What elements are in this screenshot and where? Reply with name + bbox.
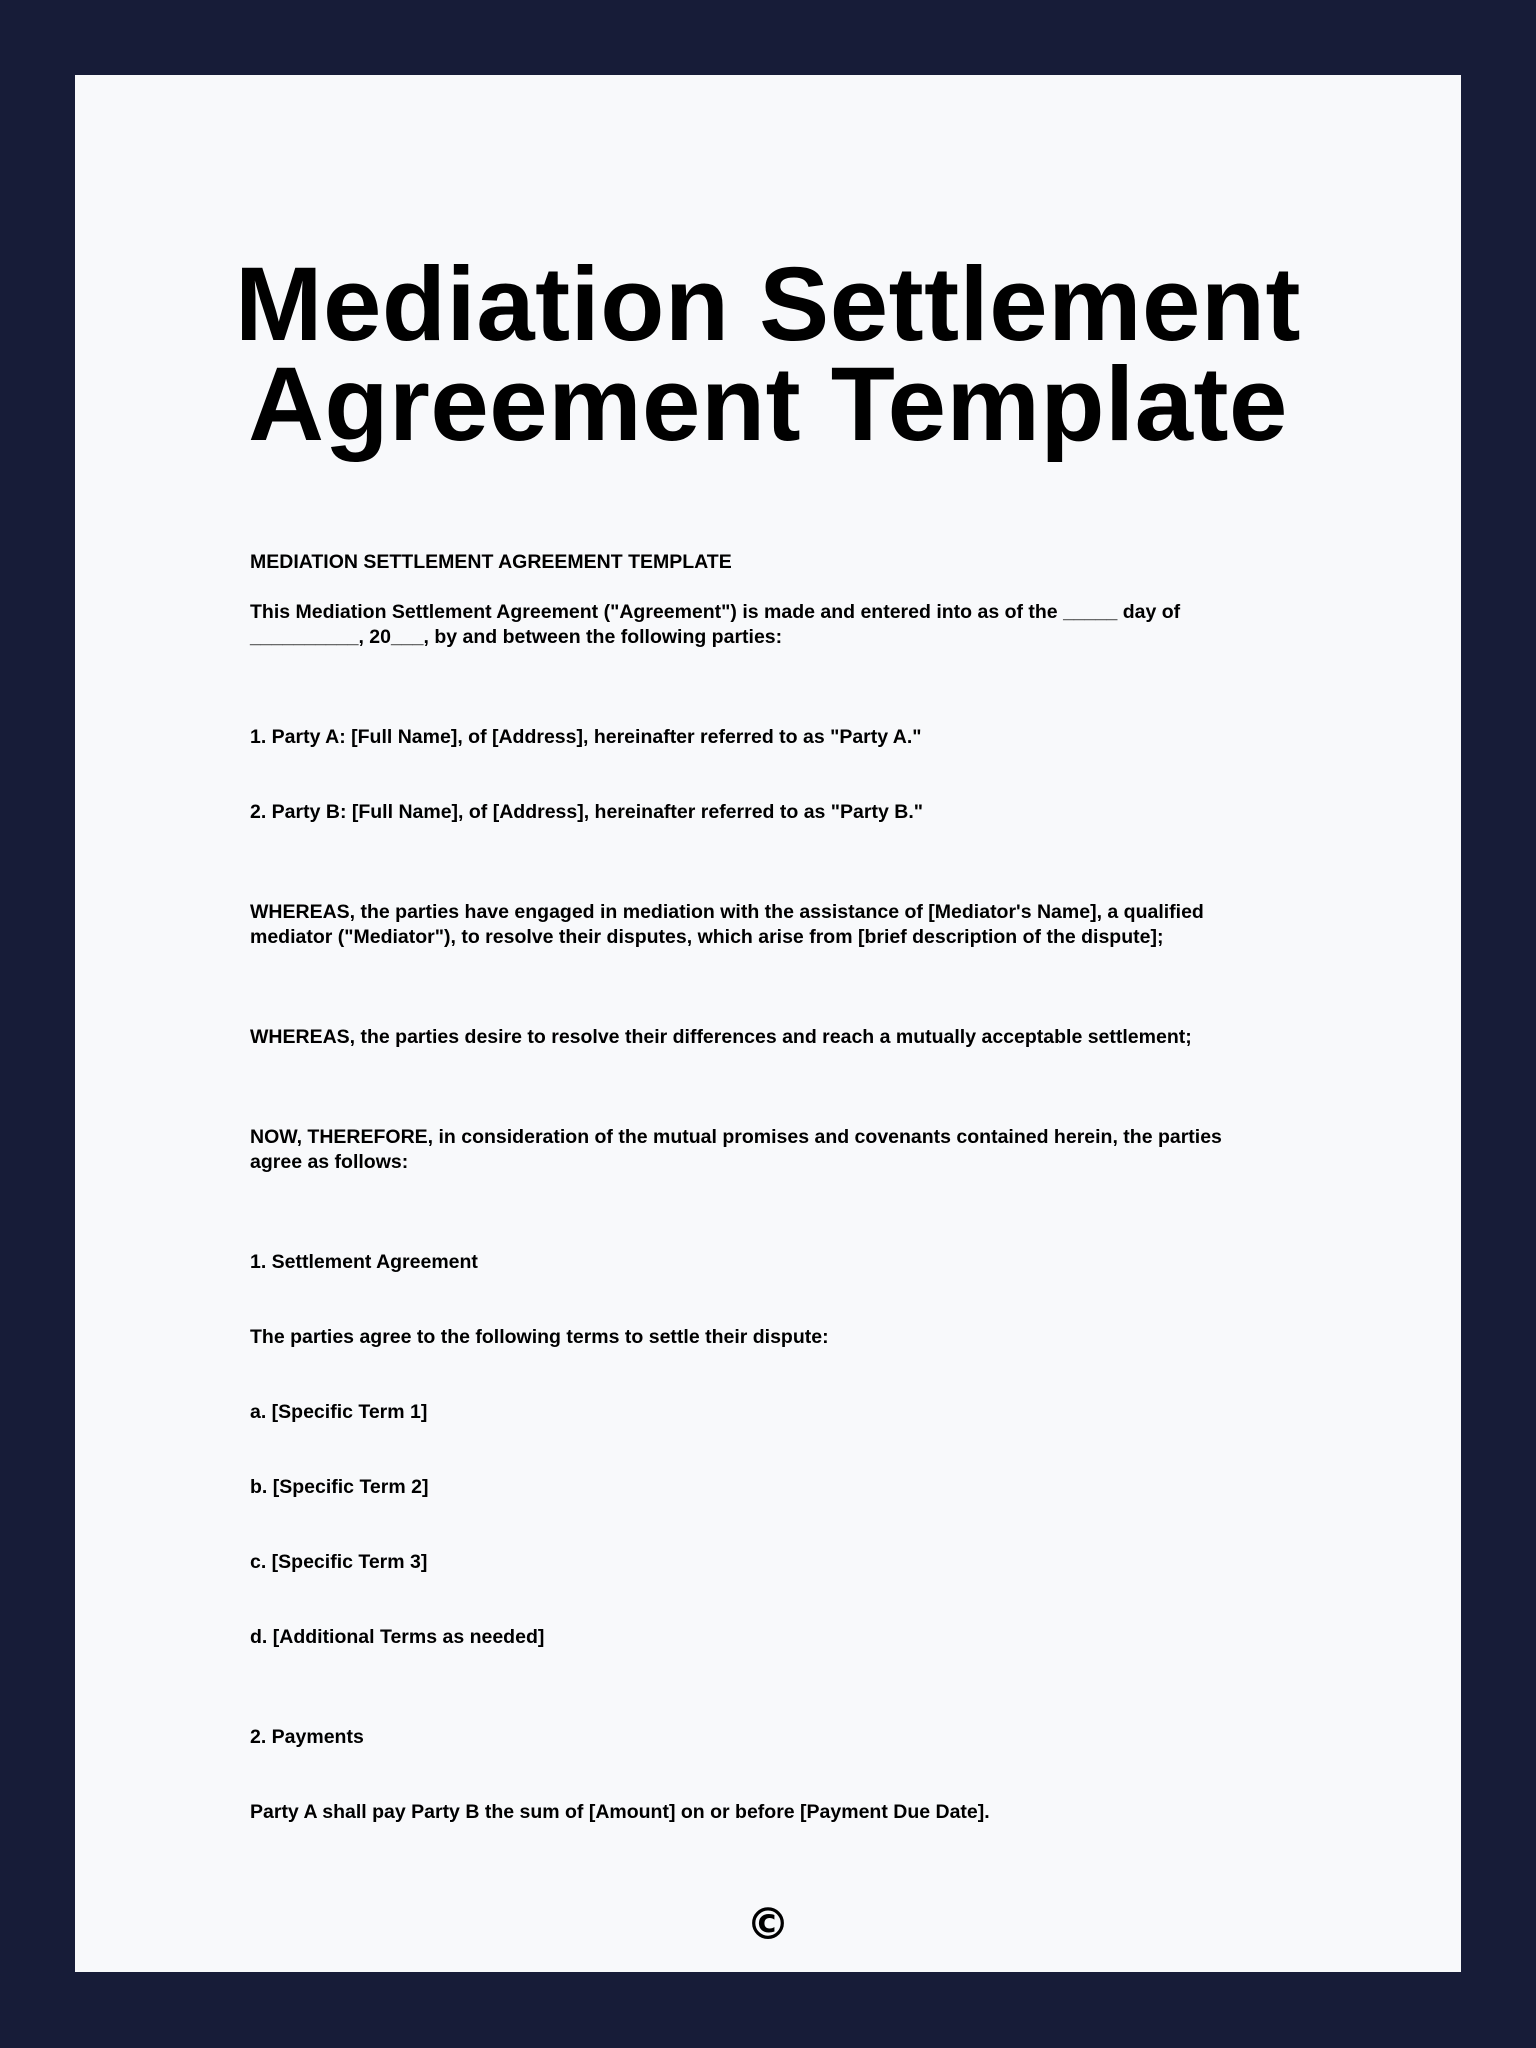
section-1-heading: 1. Settlement Agreement (250, 1251, 478, 1273)
section-1-intro: The parties agree to the following terms to settle their dispute: (250, 1326, 829, 1348)
whereas-1-line-1: WHEREAS, the parties have engaged in mediation with the assistance of [Mediator's Name], a qualified (250, 901, 1204, 923)
document-body (250, 550, 1290, 1825)
title-line-2: Agreement Template (248, 346, 1288, 463)
term-item: c. [Specific Term 3] (250, 1551, 428, 1573)
intro-paragraph (250, 600, 1290, 650)
term-item: b. [Specific Term 2] (250, 1476, 429, 1498)
whereas-clause-1 (250, 900, 1290, 950)
intro-line-2: __________, 20___, by and between the following parties: (250, 626, 783, 648)
section-2-text: Party A shall pay Party B the sum of [Amount] on or before [Payment Due Date]. (250, 1801, 990, 1823)
whereas-clause-2: WHEREAS, the parties desire to resolve their differences and reach a mutually acceptable settlement; (250, 1026, 1192, 1048)
copyright-icon: © (746, 1899, 790, 1950)
term-item: d. [Additional Terms as needed] (250, 1626, 545, 1648)
whereas-1-line-2: mediator ("Mediator"), to resolve their disputes, which arise from [brief description of the dispute]; (250, 926, 1164, 948)
title-line-1: Mediation Settlement (235, 246, 1301, 363)
party-a-clause: 1. Party A: [Full Name], of [Address], hereinafter referred to as "Party A." (250, 726, 922, 748)
term-item: a. [Specific Term 1] (250, 1401, 428, 1423)
now-therefore-line-2: agree as follows: (250, 1151, 409, 1173)
document-title (0, 246, 1536, 463)
party-b-clause: 2. Party B: [Full Name], of [Address], hereinafter referred to as "Party B." (250, 801, 923, 823)
now-therefore-line-1: NOW, THEREFORE, in consideration of the mutual promises and covenants contained herein, the parties (250, 1126, 1222, 1148)
intro-line-1: This Mediation Settlement Agreement ("Agreement") is made and entered into as of the _____ day of (250, 601, 1181, 623)
now-therefore-clause (250, 1125, 1290, 1175)
document-heading: MEDIATION SETTLEMENT AGREEMENT TEMPLATE (250, 551, 732, 573)
section-2-heading: 2. Payments (250, 1726, 364, 1748)
